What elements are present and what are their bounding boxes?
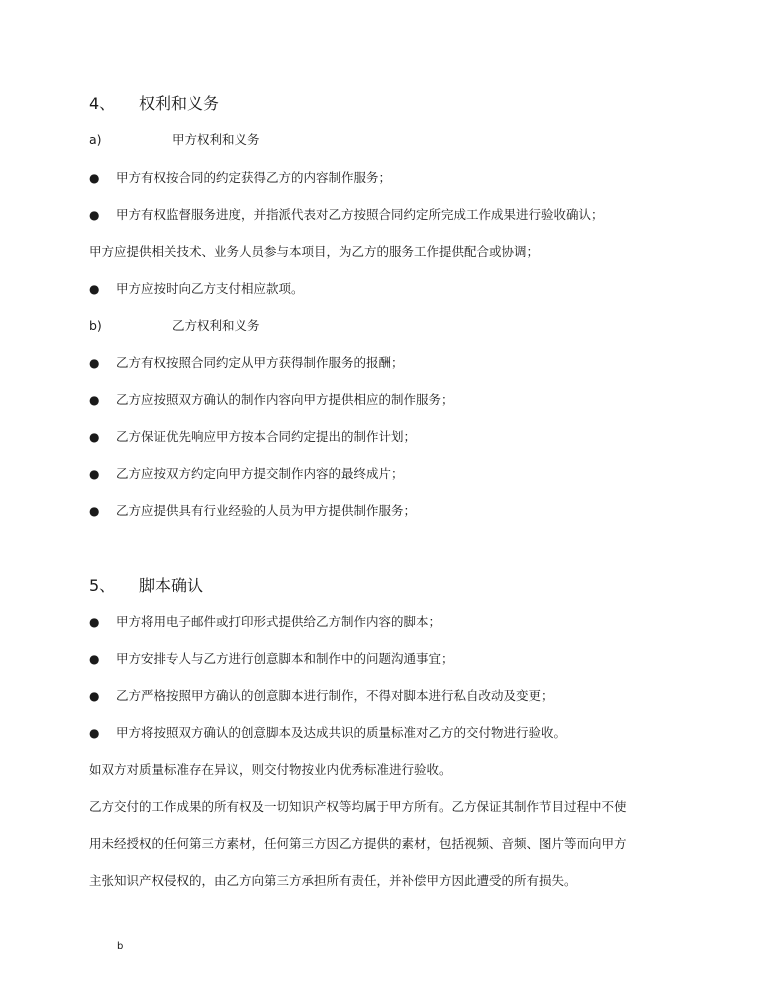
bullet-icon: ● — [89, 504, 100, 518]
section-5-heading — [89, 575, 203, 597]
bullet-icon: ● — [89, 430, 100, 444]
list-item — [89, 354, 404, 372]
subsection-title: 乙方权利和义务 — [172, 318, 260, 333]
bullet-icon: ● — [89, 726, 100, 740]
subsection-label: a) — [89, 132, 102, 147]
list-item-text: 甲方将按照双方确认的创意脚本及达成共识的质量标准对乙方的交付物进行验收。 — [116, 725, 567, 740]
bullet-icon: ● — [89, 467, 100, 481]
list-item — [89, 428, 416, 446]
list-item-text: 乙方应按双方约定向甲方提交制作内容的最终成片； — [116, 466, 404, 481]
list-item-text: 甲方有权按合同的约定获得乙方的内容制作服务； — [116, 170, 392, 185]
subsection-a — [89, 131, 260, 149]
list-item — [89, 613, 441, 631]
list-item-text: 甲方安排专人与乙方进行创意脚本和制作中的问题沟通事宜； — [116, 651, 454, 666]
paragraph-line: 乙方交付的工作成果的所有权及一切知识产权等均属于甲方所有。乙方保证其制作节目过程中不使 — [89, 799, 627, 814]
bullet-icon: ● — [89, 356, 100, 370]
list-item — [89, 687, 554, 705]
list-item-text: 乙方严格按照甲方确认的创意脚本进行制作，不得对脚本进行私自改动及变更； — [116, 688, 554, 703]
section-4-heading — [89, 93, 219, 115]
bullet-icon: ● — [89, 689, 100, 703]
list-item — [89, 465, 404, 483]
subsection-label: b) — [89, 318, 102, 333]
list-item-text: 甲方应按时向乙方支付相应款项。 — [116, 281, 304, 296]
list-item-text: 乙方应提供具有行业经验的人员为甲方提供制作服务； — [116, 503, 417, 518]
subsection-b — [89, 317, 260, 335]
paragraph: 甲方应提供相关技术、业务人员参与本项目，为乙方的服务工作提供配合或协调； — [89, 244, 540, 259]
list-item — [89, 280, 304, 298]
list-item — [89, 391, 454, 409]
bullet-icon: ● — [89, 393, 100, 407]
section-number: 4、 — [89, 94, 116, 113]
bullet-icon: ● — [89, 652, 100, 666]
bullet-icon: ● — [89, 615, 100, 629]
list-item — [89, 502, 416, 520]
list-item — [89, 169, 391, 187]
list-item-text: 甲方将用电子邮件或打印形式提供给乙方制作内容的脚本； — [116, 614, 442, 629]
bullet-icon: ● — [89, 171, 100, 185]
paragraph-line: 主张知识产权侵权的，由乙方向第三方承担所有责任，并补偿甲方因此遭受的所有损失。 — [89, 873, 577, 888]
list-item-text: 乙方有权按照合同约定从甲方获得制作服务的报酬； — [116, 355, 404, 370]
bullet-icon: ● — [89, 208, 100, 222]
subsection-title: 甲方权利和义务 — [172, 132, 260, 147]
paragraph: 如双方对质量标准存在异议，则交付物按业内优秀标准进行验收。 — [89, 762, 452, 777]
list-item — [89, 650, 454, 668]
footer-mark: b — [117, 941, 124, 952]
section-title: 权利和义务 — [139, 94, 220, 113]
list-item — [89, 206, 604, 224]
list-item-text: 甲方有权监督服务进度，并指派代表对乙方按照合同约定所完成工作成果进行验收确认； — [116, 207, 604, 222]
paragraph-line: 用未经授权的任何第三方素材，任何第三方因乙方提供的素材，包括视频、音频、图片等而向甲方 — [89, 836, 627, 851]
list-item — [89, 724, 566, 742]
bullet-icon: ● — [89, 282, 100, 296]
section-number: 5、 — [89, 576, 116, 595]
list-item-text: 乙方应按照双方确认的制作内容向甲方提供相应的制作服务； — [116, 392, 454, 407]
list-item-text: 乙方保证优先响应甲方按本合同约定提出的制作计划； — [116, 429, 417, 444]
section-title: 脚本确认 — [139, 576, 204, 595]
